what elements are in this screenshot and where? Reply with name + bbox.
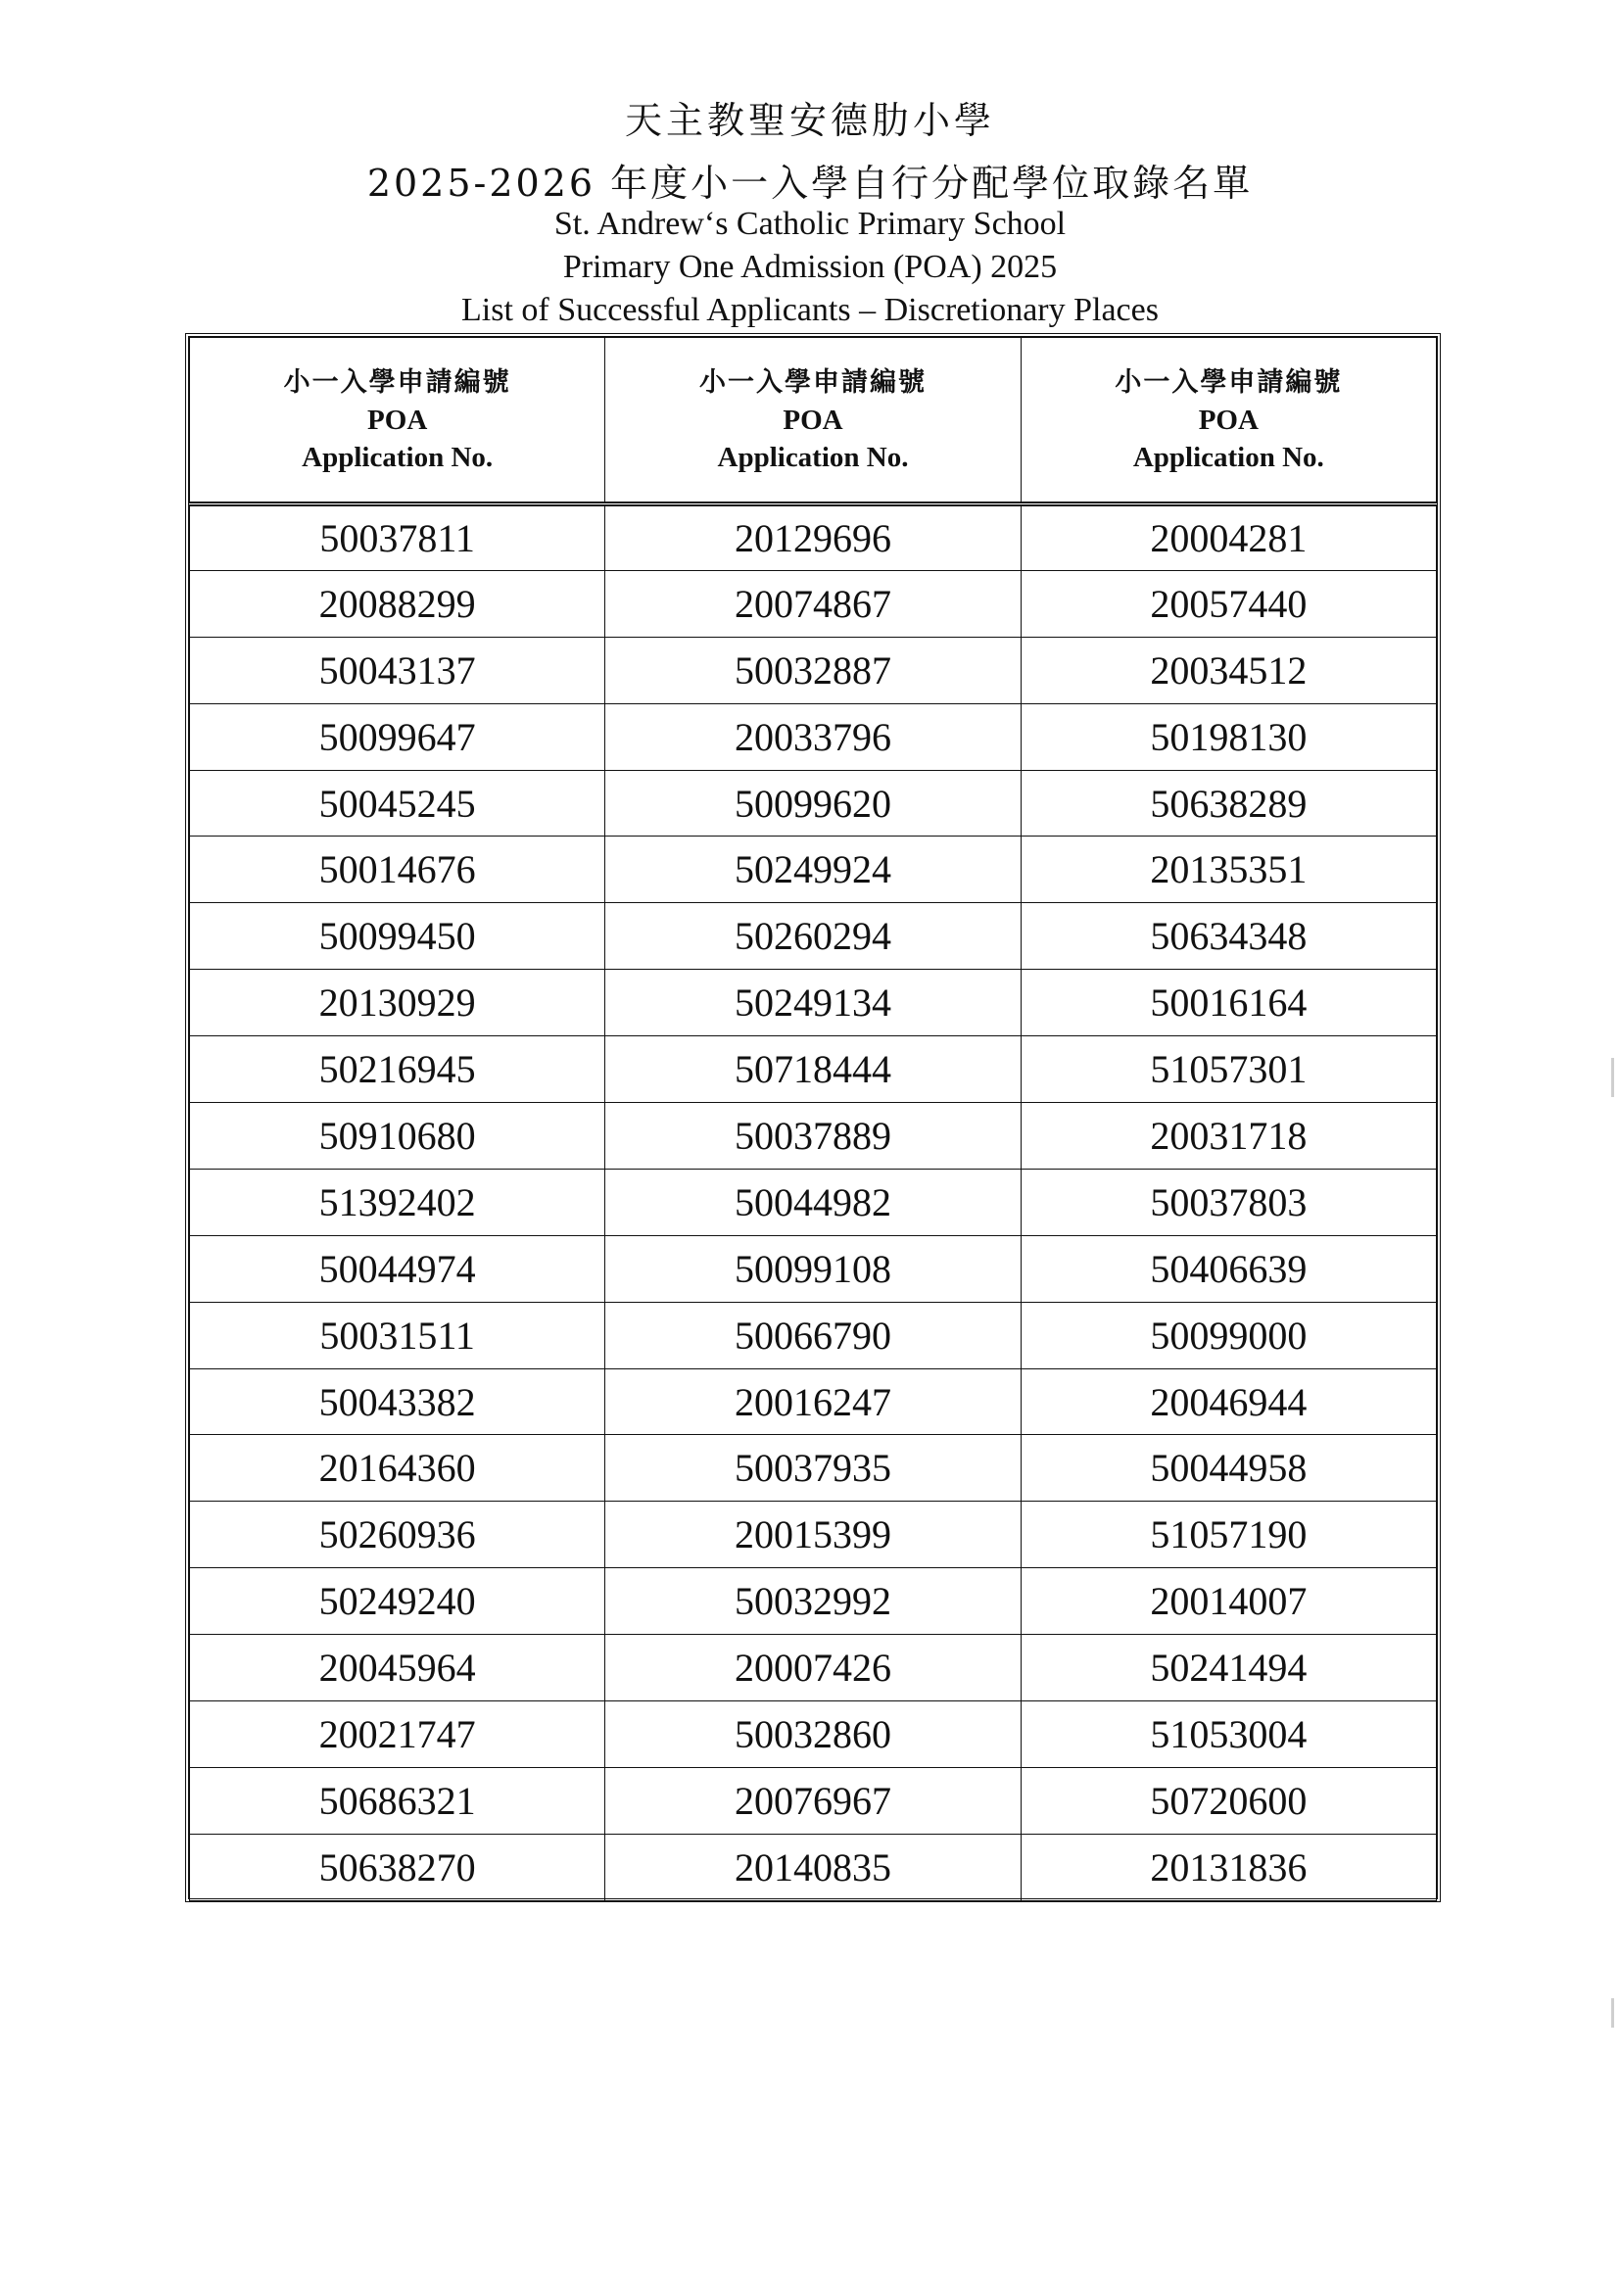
application-number-cell: 20088299	[190, 570, 605, 637]
table-row	[190, 1435, 1437, 1502]
application-number-cell: 50720600	[1021, 1767, 1436, 1834]
header-label-zh: 小一入學申請編號	[283, 366, 511, 398]
application-number-cell: 50099647	[190, 703, 605, 770]
application-number-cell: 50044958	[1021, 1435, 1436, 1502]
application-number-cell: 50638289	[1021, 770, 1436, 837]
application-number-cell: 50099000	[1021, 1302, 1436, 1368]
header-label-appno: Application No.	[717, 441, 909, 473]
table-row	[190, 1502, 1437, 1568]
header-label-zh: 小一入學申請編號	[1115, 366, 1343, 398]
school-name-en: St. Andrew‘s Catholic Primary School	[553, 206, 1067, 242]
application-number-cell: 50099620	[605, 770, 1021, 837]
scan-edge-mark	[1611, 1058, 1614, 1097]
table-row	[190, 1834, 1437, 1900]
application-number-cell: 20131836	[1021, 1834, 1436, 1900]
application-number-cell: 20016247	[605, 1368, 1021, 1435]
table-row	[190, 1235, 1437, 1302]
table-row	[190, 1767, 1437, 1834]
application-number-cell: 20074867	[605, 570, 1021, 637]
application-number-cell: 50044982	[605, 1169, 1021, 1235]
application-number-cell: 50910680	[190, 1103, 605, 1170]
applicants-table-frame	[185, 333, 1441, 1902]
table-row	[190, 637, 1437, 703]
table-row	[190, 1036, 1437, 1103]
header-label-zh: 小一入學申請編號	[698, 366, 927, 398]
table-row	[190, 1302, 1437, 1368]
application-number-cell: 50634348	[1021, 903, 1436, 970]
table-row	[190, 1103, 1437, 1170]
application-number-cell: 50260294	[605, 903, 1021, 970]
application-number-cell: 20014007	[1021, 1568, 1436, 1635]
application-number-cell: 20140835	[605, 1834, 1021, 1900]
application-number-cell: 50241494	[1021, 1635, 1436, 1701]
application-number-cell: 50014676	[190, 837, 605, 903]
application-number-cell: 50044974	[190, 1235, 605, 1302]
application-number-cell: 50043137	[190, 637, 605, 703]
application-number-cell: 50037935	[605, 1435, 1021, 1502]
table-body	[190, 504, 1437, 1901]
application-number-cell: 51053004	[1021, 1701, 1436, 1768]
application-number-cell: 20007426	[605, 1635, 1021, 1701]
table-row	[190, 1635, 1437, 1701]
application-number-cell: 50037803	[1021, 1169, 1436, 1235]
application-number-cell: 20015399	[605, 1502, 1021, 1568]
application-number-cell: 20031718	[1021, 1103, 1436, 1170]
application-number-cell: 50198130	[1021, 703, 1436, 770]
table-header-row	[190, 338, 1437, 504]
table-row	[190, 504, 1437, 571]
application-number-cell: 20129696	[605, 504, 1021, 571]
application-number-cell: 50043382	[190, 1368, 605, 1435]
table-row	[190, 570, 1437, 637]
application-number-cell: 50249134	[605, 970, 1021, 1036]
table-row	[190, 1368, 1437, 1435]
header-label-poa: POA	[367, 404, 428, 436]
application-number-cell: 51057190	[1021, 1502, 1436, 1568]
application-number-cell: 20033796	[605, 703, 1021, 770]
application-number-cell: 50249924	[605, 837, 1021, 903]
application-number-cell: 20045964	[190, 1635, 605, 1701]
application-number-cell: 50260936	[190, 1502, 605, 1568]
header-label-poa: POA	[1198, 404, 1259, 436]
admission-title-en: Primary One Admission (POA) 2025	[562, 249, 1058, 285]
table-row	[190, 1701, 1437, 1768]
application-number-cell: 50686321	[190, 1767, 605, 1834]
school-name-zh: 天主教聖安德肋小學	[624, 99, 995, 142]
application-number-cell: 50045245	[190, 770, 605, 837]
list-title-en: List of Successful Applicants – Discretionary Places	[461, 292, 1159, 328]
scan-edge-mark	[1611, 1998, 1614, 2028]
table-row	[190, 970, 1437, 1036]
application-number-cell: 20076967	[605, 1767, 1021, 1834]
table-row	[190, 903, 1437, 970]
table-row	[190, 703, 1437, 770]
header-label-appno: Application No.	[1132, 441, 1324, 473]
application-number-cell: 50016164	[1021, 970, 1436, 1036]
applicants-table	[189, 337, 1437, 1901]
header-label-appno: Application No.	[302, 441, 494, 473]
application-number-cell: 20021747	[190, 1701, 605, 1768]
application-number-cell: 51057301	[1021, 1036, 1436, 1103]
application-number-cell: 50032887	[605, 637, 1021, 703]
application-number-cell: 50032860	[605, 1701, 1021, 1768]
application-number-cell: 50638270	[190, 1834, 605, 1900]
list-title-zh: 2025-2026 年度小一入學自行分配學位取錄名單	[366, 162, 1254, 205]
application-number-cell: 50249240	[190, 1568, 605, 1635]
application-number-cell: 51392402	[190, 1169, 605, 1235]
column-header	[190, 338, 605, 504]
application-number-cell: 20164360	[190, 1435, 605, 1502]
column-header	[1021, 338, 1436, 504]
application-number-cell: 20130929	[190, 970, 605, 1036]
application-number-cell: 50718444	[605, 1036, 1021, 1103]
application-number-cell: 50406639	[1021, 1235, 1436, 1302]
application-number-cell: 50031511	[190, 1302, 605, 1368]
column-header	[605, 338, 1021, 504]
application-number-cell: 50032992	[605, 1568, 1021, 1635]
table-row	[190, 837, 1437, 903]
application-number-cell: 20135351	[1021, 837, 1436, 903]
application-number-cell: 20034512	[1021, 637, 1436, 703]
application-number-cell: 50037889	[605, 1103, 1021, 1170]
application-number-cell: 20046944	[1021, 1368, 1436, 1435]
application-number-cell: 50099108	[605, 1235, 1021, 1302]
application-number-cell: 20057440	[1021, 570, 1436, 637]
application-number-cell: 50066790	[605, 1302, 1021, 1368]
application-number-cell: 20004281	[1021, 504, 1436, 571]
table-row	[190, 770, 1437, 837]
table-row	[190, 1169, 1437, 1235]
application-number-cell: 50037811	[190, 504, 605, 571]
application-number-cell: 50216945	[190, 1036, 605, 1103]
header-label-poa: POA	[783, 404, 843, 436]
table-row	[190, 1568, 1437, 1635]
application-number-cell: 50099450	[190, 903, 605, 970]
